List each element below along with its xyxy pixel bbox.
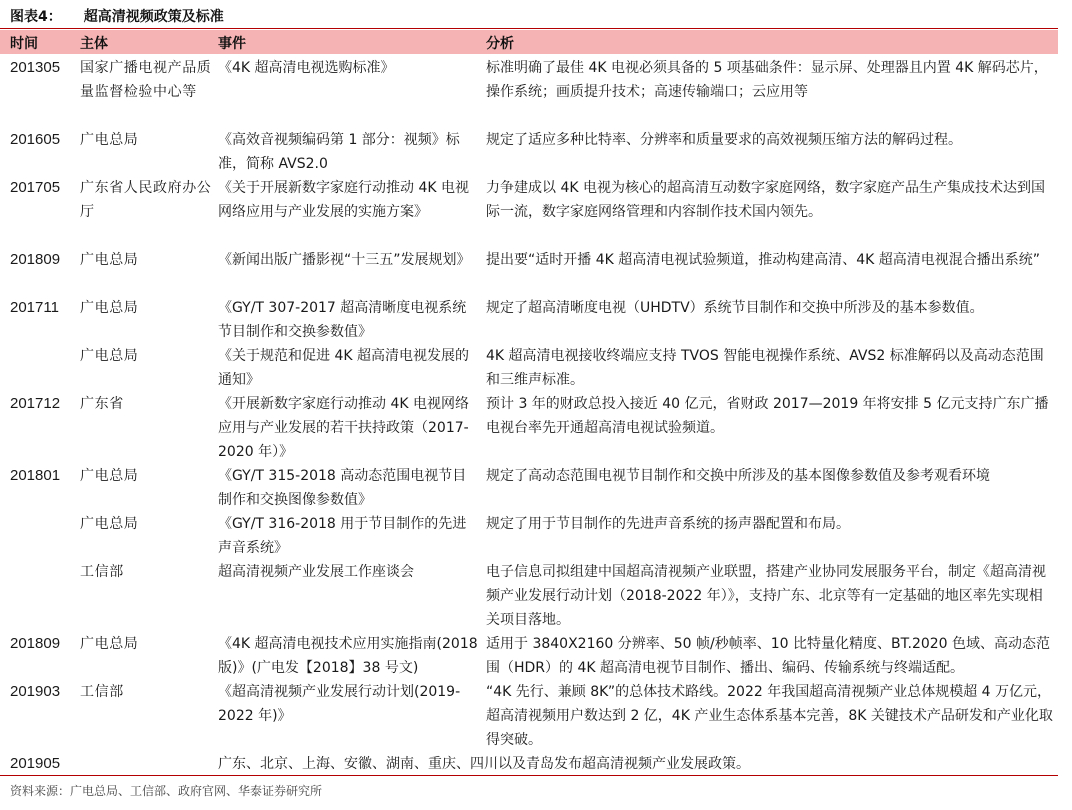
cell-time: 201305: [10, 59, 61, 76]
cell-time: 201801: [10, 467, 61, 484]
cell-body: 广东省人民政府办公厅: [80, 180, 212, 220]
cell-analysis: 预计 3 年的财政总投入接近 40 亿元，省财政 2017—2019 年将安排 5 亿元支持广东广播电视台率先开通超高清电视试验频道。: [486, 396, 1049, 436]
cell-analysis: 4K 超高清电视接收终端应支持 TVOS 智能电视操作系统、AVS2 标准解码以及高动态范围和三维声标准。: [486, 348, 1044, 388]
figure-title: [10, 6, 224, 26]
cell-time: 201705: [10, 179, 61, 196]
figure-number: 图表4：: [10, 9, 62, 25]
cell-body: 广电总局: [80, 468, 139, 484]
cell-body: 工信部: [80, 564, 124, 580]
cell-analysis: 规定了适应多种比特率、分辨率和质量要求的高效视频压缩方法的解码过程。: [486, 132, 962, 148]
top-rule: [0, 28, 1058, 29]
header-analysis: 分析: [486, 36, 514, 52]
cell-body: 广电总局: [80, 252, 139, 268]
cell-analysis: 规定了用于节目制作的先进声音系统的扬声器配置和布局。: [486, 516, 850, 532]
table-row: [0, 680, 1058, 752]
table-row: [0, 632, 1058, 680]
cell-body: 广电总局: [80, 516, 139, 532]
header-body: 主体: [80, 36, 108, 52]
cell-event: 《GY/T 307-2017 超高清晰度电视系统节目制作和交换参数值》: [218, 300, 467, 340]
cell-body: 国家广播电视产品质量监督检验中心等: [80, 60, 212, 100]
table-row: [0, 344, 1058, 392]
cell-body: 广电总局: [80, 636, 139, 652]
cell-analysis: 标准明确了最佳 4K 电视必须具备的 5 项基础条件：显示屏、处理器且内置 4K 解码芯片，操作系统；画质提升技术；高速传输端口；云应用等: [486, 60, 1048, 100]
cell-time: 201905: [10, 755, 61, 772]
figure-title-text: 超高清视频政策及标准: [83, 9, 224, 25]
table-header: [0, 30, 1058, 54]
table-row: [0, 752, 1058, 776]
cell-event: 《新闻出版广播影视“十三五”发展规划》: [218, 252, 471, 268]
cell-analysis: 规定了超高清晰度电视（UHDTV）系统节目制作和交换中所涉及的基本参数值。: [486, 300, 984, 316]
cell-event: 《开展新数字家庭行动推动 4K 电视网络应用与产业发展的若干扶持政策（2017-2020 年）》: [218, 396, 469, 460]
cell-body: 工信部: [80, 684, 124, 700]
cell-event-wide: 广东、北京、上海、安徽、湖南、重庆、四川以及青岛发布超高清视频产业发展政策。: [218, 756, 750, 772]
cell-body: 广电总局: [80, 132, 139, 148]
cell-event: 《关于开展新数字家庭行动推动 4K 电视网络应用与产业发展的实施方案》: [218, 180, 469, 220]
table-row: [0, 176, 1058, 248]
cell-analysis: 适用于 3840X2160 分辨率、50 帧/秒帧率、10 比特量化精度、BT.2020 色域、高动态范围（HDR）的 4K 超高清电视节目制作、播出、编码、传输系统与终端适配。: [486, 636, 1051, 676]
cell-event: 《4K 超高清电视选购标准》: [218, 60, 395, 76]
cell-analysis: 提出要“适时开播 4K 超高清电视试验频道，推动构建高清、4K 超高清电视混合播出系统”: [486, 252, 1041, 268]
cell-event: 《GY/T 315-2018 高动态范围电视节目制作和交换图像参数值》: [218, 468, 467, 508]
bottom-rule: [0, 775, 1058, 776]
table-row: [0, 128, 1058, 176]
cell-body: 广东省: [80, 396, 124, 412]
cell-time: 201809: [10, 635, 61, 652]
table-row: [0, 248, 1058, 296]
cell-event: 《高效音视频编码第 1 部分：视频》标准，简称 AVS2.0: [218, 132, 460, 172]
cell-event: 《4K 超高清电视技术应用实施指南(2018 版)》(广电发【2018】38 号文): [218, 636, 478, 676]
cell-analysis: 电子信息司拟组建中国超高清视频产业联盟，搭建产业协同发展服务平台，制定《超高清视频产业发展行动计划（2018-2022 年）》，支持广东、北京等有一定基础的地区率先实现相关项目落地。: [486, 564, 1046, 628]
table-row: [0, 464, 1058, 512]
cell-analysis: 力争建成以 4K 电视为核心的超高清互动数字家庭网络，数字家庭产品生产集成技术达到国际一流，数字家庭网络管理和内容制作技术国内领先。: [486, 180, 1045, 220]
cell-event: 《超高清视频产业发展行动计划(2019-2022 年)》: [218, 684, 461, 724]
header-time: 时间: [10, 36, 38, 52]
table-row: [0, 296, 1058, 344]
source-note: 资料来源：广电总局、工信部、政府官网、华泰证券研究所: [10, 784, 323, 798]
table-row: [0, 56, 1058, 128]
cell-body: 广电总局: [80, 348, 139, 364]
header-event: 事件: [218, 36, 246, 52]
table-row: [0, 560, 1058, 632]
cell-analysis: “4K 先行、兼顾 8K”的总体技术路线。2022 年我国超高清视频产业总体规模超 4 万亿元，超高清视频用户数达到 2 亿，4K 产业生态体系基本完善，8K 关键技术产品研发和产业化取得突破。: [486, 684, 1053, 748]
table-row: [0, 512, 1058, 560]
cell-time: 201711: [10, 299, 59, 316]
table-body: [0, 56, 1058, 776]
cell-event: 《GY/T 316-2018 用于节目制作的先进声音系统》: [218, 516, 467, 556]
cell-time: 201809: [10, 251, 61, 268]
cell-event: 《关于规范和促进 4K 超高清电视发展的通知》: [218, 348, 469, 388]
cell-analysis: 规定了高动态范围电视节目制作和交换中所涉及的基本图像参数值及参考观看环境: [486, 468, 990, 484]
cell-body: 广电总局: [80, 300, 139, 316]
cell-time: 201605: [10, 131, 61, 148]
cell-time: 201712: [10, 395, 61, 412]
cell-time: 201903: [10, 683, 61, 700]
cell-event: 超高清视频产业发展工作座谈会: [218, 564, 414, 580]
table-row: [0, 392, 1058, 464]
